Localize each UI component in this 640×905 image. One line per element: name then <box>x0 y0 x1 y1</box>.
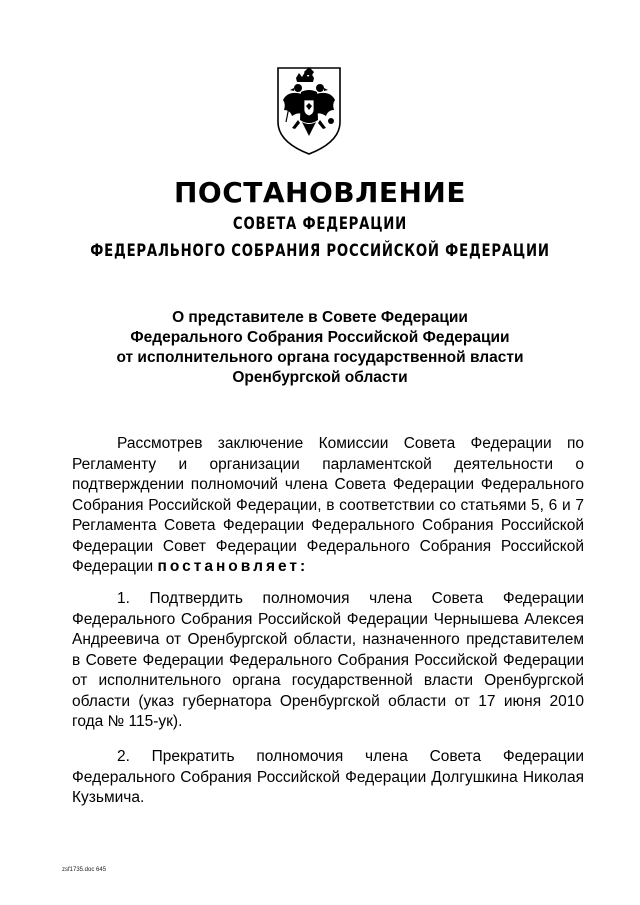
subject-line: Федерального Собрания Российской Федерации <box>130 329 510 346</box>
issuing-body-line1: СОВЕТА ФЕДЕРАЦИИ <box>232 214 408 234</box>
subject-line: Оренбургской области <box>232 369 408 386</box>
document-subject <box>80 308 560 388</box>
preamble-text: Рассмотрев заключение Комиссии Совета Федерации по Регламенту и организации парламентской деятельности о подтверждении полномочий члена Совета Федерации Федерального Собрания Российской Федерации, в соответствии со статьями 5, 6 и 7 Регламента Совета Федерации Федерального Собрания Российской Федерации Совет Федерации Федерального Собрания Российской Федерации <box>72 435 584 575</box>
decree-word: постановляет: <box>157 558 309 575</box>
preamble-paragraph <box>72 434 584 578</box>
document-code: zsf1735.doc 645 <box>62 867 107 873</box>
item-2-paragraph: 2. Прекратить полномочия члена Совета Федерации Федерального Собрания Российской Федерации Долгушкина Николая Кузьмича. <box>72 748 584 806</box>
document-title: ПОСТАНОВЛЕНИЕ <box>173 176 466 209</box>
coat-of-arms-icon <box>274 64 344 158</box>
issuing-body-line2: ФЕДЕРАЛЬНОГО СОБРАНИЯ РОССИЙСКОЙ ФЕДЕРАЦИИ <box>90 241 550 261</box>
subject-line: от исполнительного органа государственной власти <box>116 349 524 366</box>
subject-line: О представителе в Совете Федерации <box>172 309 468 326</box>
item-1-paragraph: 1. Подтвердить полномочия члена Совета Федерации Федерального Собрания Российской Федерации Чернышева Алексея Андреевича от Оренбургской области, назначенного представителем в Совете Федерации Федерального Собрания Российской Федерации от исполнительного органа государственной власти Оренбургской области (указ губернатора Оренбургской области от 17 июня 2010 года № 115-ук). <box>72 590 584 730</box>
